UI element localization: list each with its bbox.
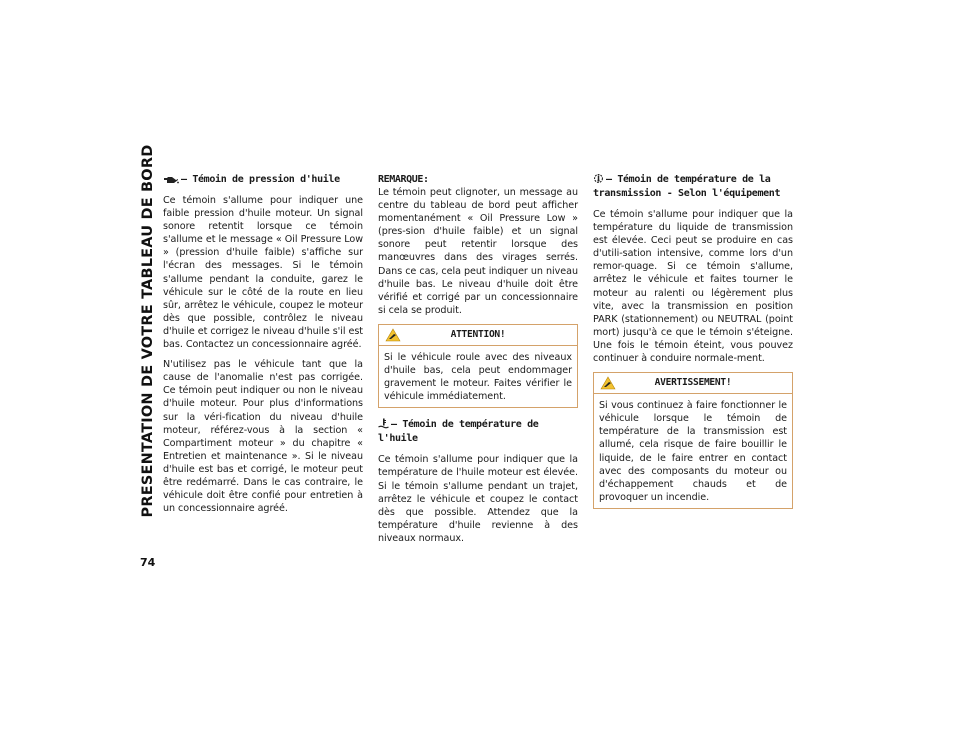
paragraph: Ce témoin s'allume pour indiquer que la température de l'huile moteur est élevée. Si le témoin s'allume pendant un trajet, arrêtez le véhicule et coupez le contact dès que possible. Attendez que la température d'huile revienne à des niveaux normaux. [378, 454, 578, 544]
side-section-title [136, 144, 160, 518]
paragraph: Ce témoin s'allume pour indiquer que la température du liquide de transmission est élevée. Ceci peut se produire en cas d'utili-sation intensive, comme lors d'un remor-quage. Si ce témoin s'allume, arrêtez le véhicule et faites tourner le moteur au ralenti ou légèrement plus vite, avec la transmission en position PARK (stationnement) ou NEUTRAL (point mort) jusqu'à ce que le témoin s'éteigne. Une fois le témoin éteint, vous pouvez continuer à conduire normale-ment. [593, 209, 793, 365]
attention-box-header [379, 325, 577, 346]
side-section-title-text: PRESENTATION DE VOTRE TABLEAU DE BORD [140, 144, 156, 518]
warning-title: AVERTISSEMENT! [654, 377, 732, 389]
column-2 [378, 173, 578, 552]
column-1 [163, 173, 363, 522]
transmission-temperature-heading-line1: — Témoin de température de la [606, 174, 771, 185]
transmission-temperature-heading [593, 173, 793, 201]
oil-temperature-icon [378, 418, 389, 429]
warning-triangle-icon [600, 376, 616, 390]
attention-title: ATTENTION! [450, 328, 506, 340]
oil-pressure-heading-text: — Témoin de pression d'huile [181, 174, 340, 185]
page-number: 74 [140, 556, 156, 569]
paragraph: N'utilisez pas le véhicule tant que la cause de l'anomalie n'est pas corrigée. Ce témoin peut indiquer ou non le niveau d'huile moteur. Pour plus d'informations sur la véri-fication du niveau d'huile moteur, référez-vous à la section « Compartiment moteur » du chapitre « Entretien et maintenance ». Si le niveau d'huile est bas et corrigé, le moteur peut être redémarré. Dans le cas contraire, le véhicule doit être confié pour entretien à un concessionnaire agréé. [163, 359, 363, 515]
remark-text: Le témoin peut clignoter, un message au centre du tableau de bord peut afficher momentanément « Oil Pressure Low » (pres-sion d'huile faible) et un signal sonore peut retentir lorsque des manœuvres dans des virages serrés. Dans ce cas, cela peut indiquer un niveau d'huile bas. Le niveau d'huile doit être vérifié et corrigé par un concessionnaire si cela se produit. [378, 187, 578, 316]
paragraph: Ce témoin s'allume pour indiquer une faible pression d'huile moteur. Un signal sonore retentit lorsque ce témoin s'allume et le message « Oil Pressure Low » (pression d'huile faible) s'affiche sur l'écran des messages. Si le témoin s'allume pendant la conduite, garez le véhicule sur le côté de la route en lieu sûr, arrêtez le véhicule, coupez le moteur dès que possible, contrôlez le niveau d'huile et corrigez le niveau d'huile s'il est bas. Contactez un concessionnaire agréé. [163, 195, 363, 351]
transmission-temperature-heading-line2: transmission - Selon l'équipement [593, 188, 781, 199]
transmission-temperature-icon [593, 173, 604, 184]
oil-can-icon [163, 175, 179, 184]
warning-triangle-icon [385, 328, 401, 342]
warning-box-header [594, 373, 792, 394]
warning-box [593, 372, 793, 509]
warning-text: Si vous continuez à faire fonctionner le véhicule lorsque le témoin de température de la transmission est allumé, cela risque de faire bouillir le liquide, de le faire entrer en contact avec des composants du moteur ou d'échappement chauds et de provoquer un incendie. [599, 400, 787, 503]
oil-temperature-heading-text: – Témoin de température de l'huile [378, 419, 539, 445]
column-3 [593, 173, 793, 519]
remark-label: REMARQUE: [378, 174, 429, 185]
oil-pressure-heading [163, 173, 363, 187]
oil-temperature-heading [378, 418, 578, 446]
attention-text: Si le véhicule roule avec des niveaux d'huile bas, cela peut endommager gravement le moteur. Faites vérifier le véhicule immédiatement. [384, 351, 572, 403]
attention-box [378, 324, 578, 408]
